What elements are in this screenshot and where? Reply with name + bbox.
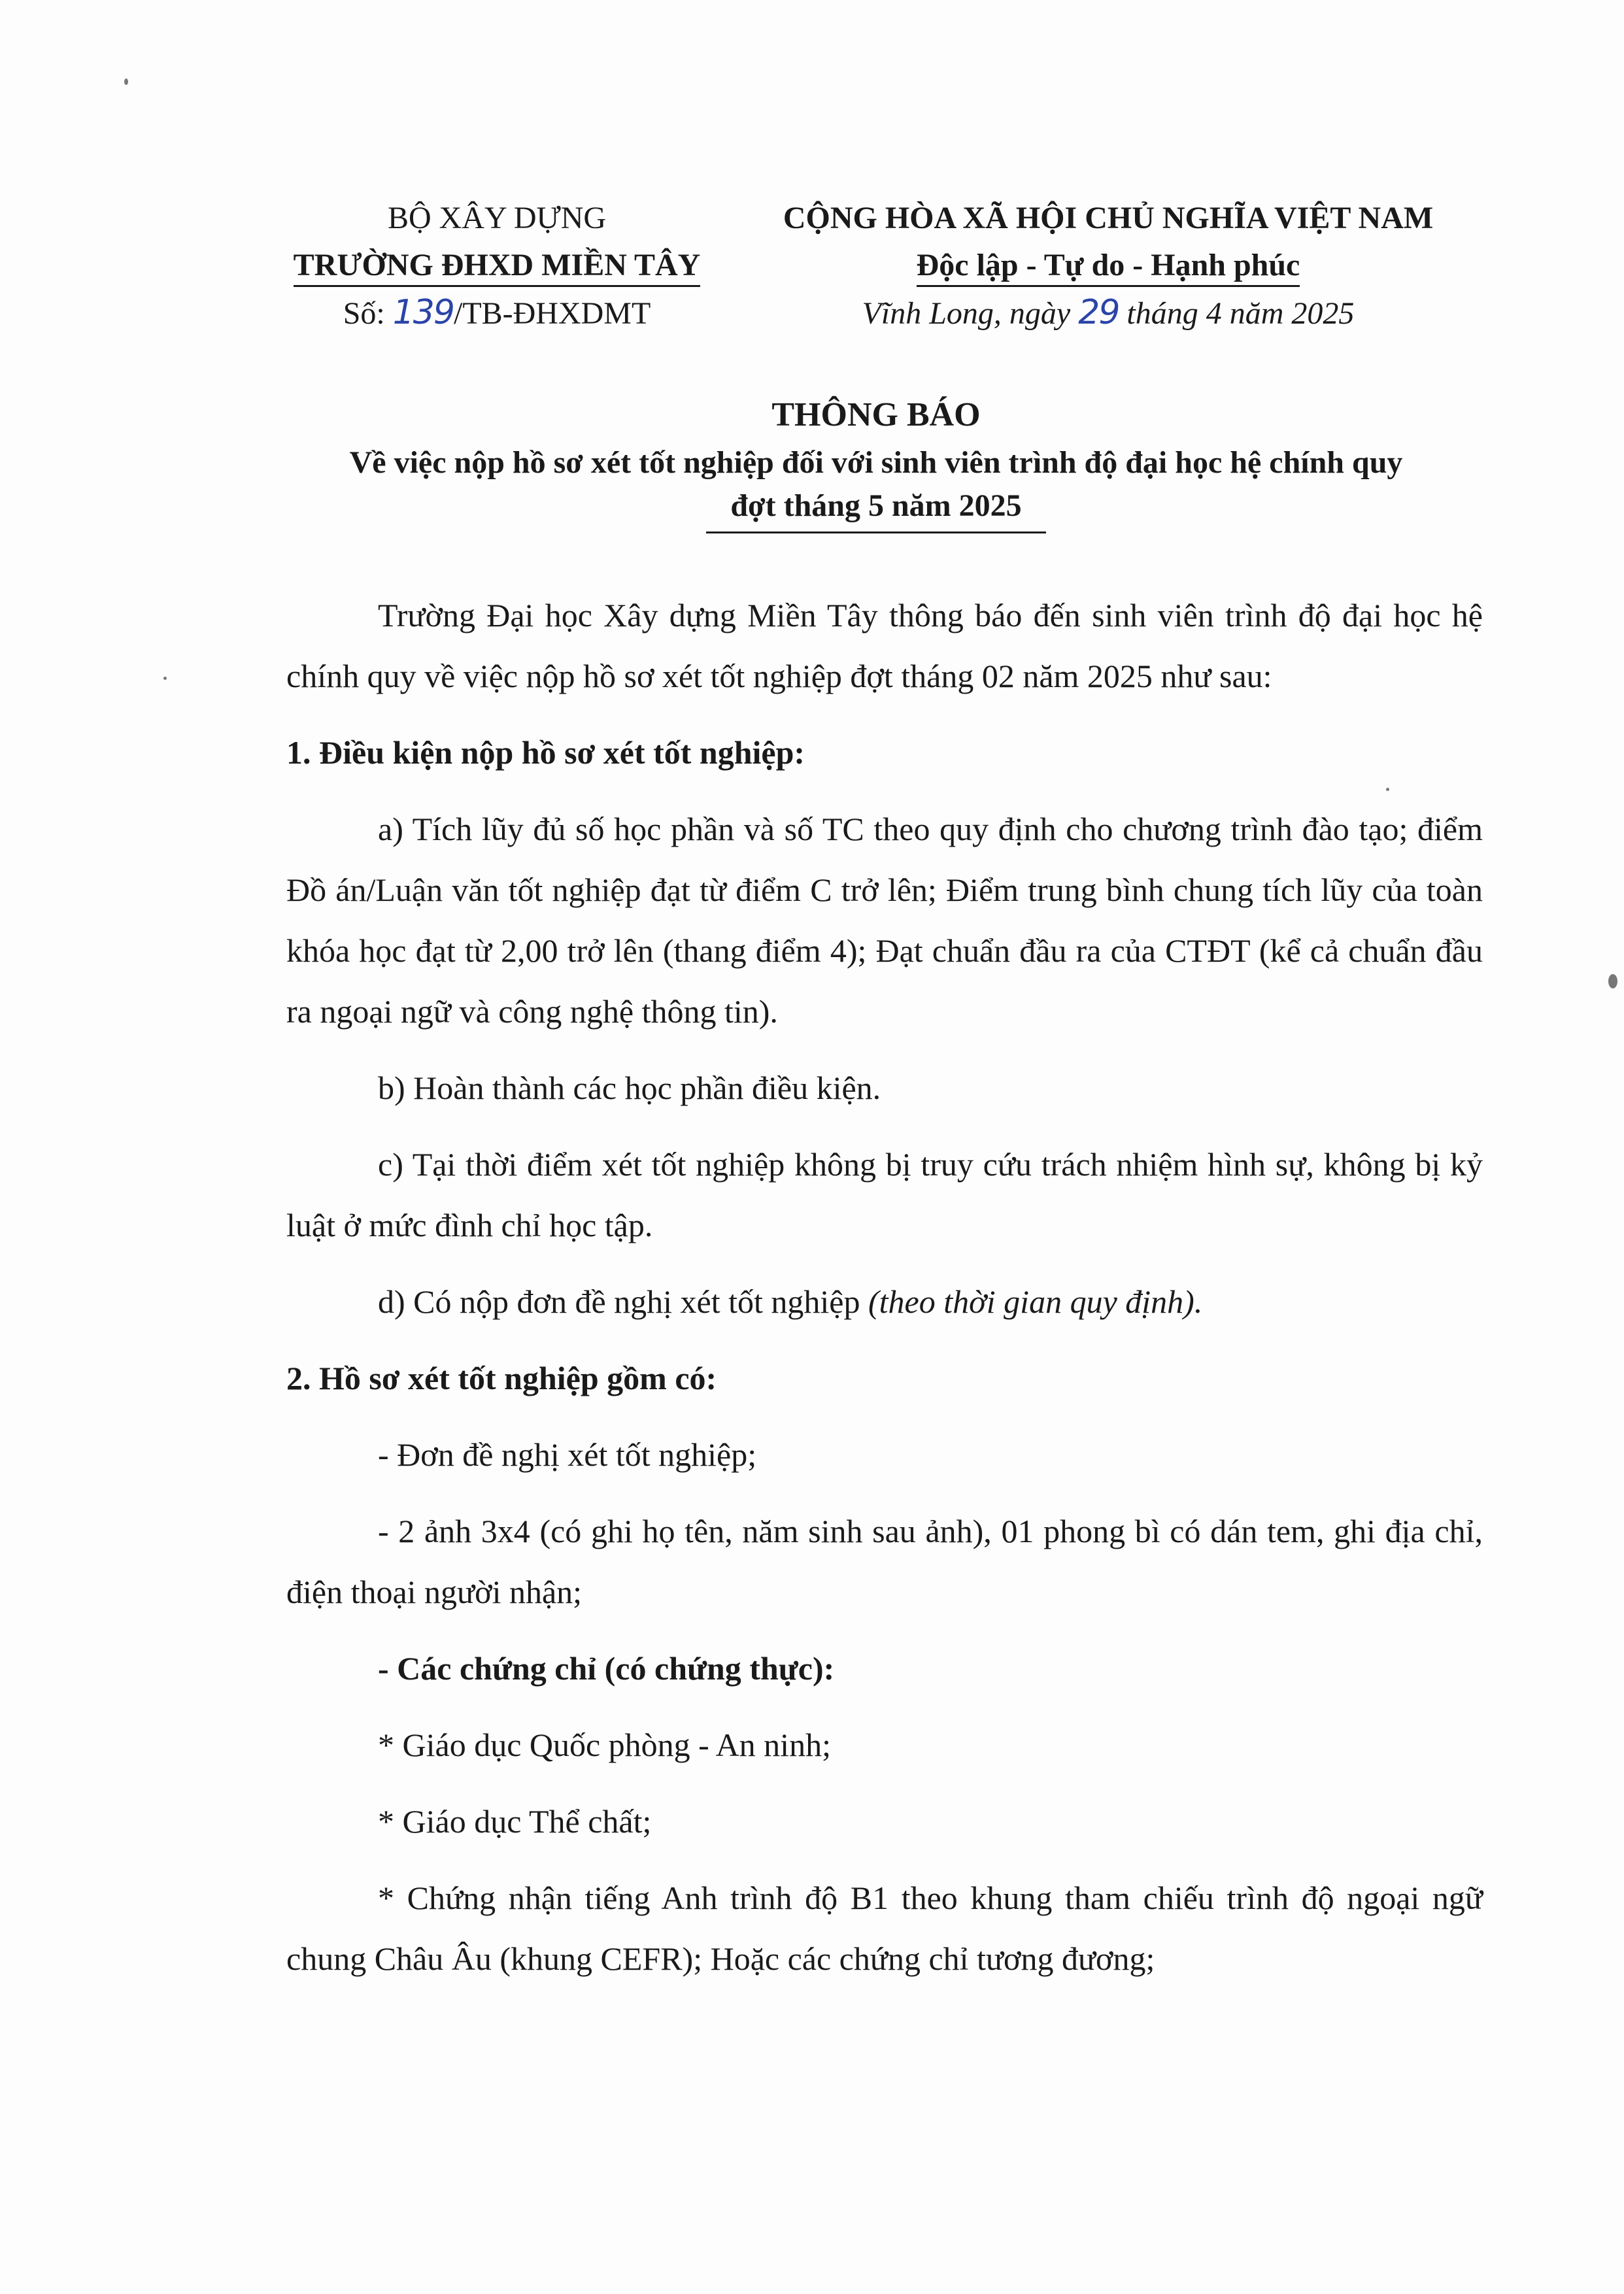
school-name-text: TRƯỜNG ĐHXD MIỀN TÂY: [294, 246, 701, 287]
country-name: CỘNG HÒA XÃ HỘI CHỦ NGHĨA VIỆT NAM: [783, 201, 1434, 235]
document-number-prefix: Số:: [343, 296, 393, 331]
intro-paragraph: Trường Đại học Xây dựng Miền Tây thông báo đến sinh viên trình độ đại học hệ chính quy về việc nộp hồ sơ xét tốt nghiệp đợt tháng 02 năm 2025 như sau:: [286, 597, 1483, 694]
certificates-heading: - Các chứng chỉ (có chứng thực):: [378, 1650, 835, 1687]
certificate-1: * Giáo dục Quốc phòng - An ninh;: [378, 1727, 831, 1763]
dossier-item-1: - Đơn đề nghị xét tốt nghiệp;: [378, 1436, 757, 1473]
certificate-2: * Giáo dục Thể chất;: [378, 1803, 652, 1840]
date-prefix: Vĩnh Long, ngày: [862, 296, 1079, 331]
document-number-suffix: /TB-ĐHXDMT: [453, 296, 651, 331]
document-subject-line-1: Về việc nộp hồ sơ xét tốt nghiệp đối với sinh viên trình độ đại học hệ chính quy: [349, 445, 1403, 480]
national-motto: [745, 242, 1471, 289]
section-2-heading: 2. Hồ sơ xét tốt nghiệp gồm có:: [286, 1360, 717, 1396]
document-body: [286, 585, 1483, 2005]
scan-speck: [1608, 974, 1617, 988]
condition-b: b) Hoàn thành các học phần điều kiện.: [378, 1070, 881, 1106]
header-left: [262, 195, 732, 337]
national-motto-text: Độc lập - Tự do - Hạnh phúc: [917, 246, 1300, 287]
document-title: THÔNG BÁO: [771, 396, 981, 433]
condition-d: [286, 1272, 1483, 1332]
document-number-handwritten: 139: [392, 293, 454, 332]
condition-d-text: d) Có nộp đơn đề nghị xét tốt nghiệp: [378, 1283, 868, 1320]
document-subject-line-2: đợt tháng 5 năm 2025: [730, 488, 1022, 523]
certificate-3: * Chứng nhận tiếng Anh trình độ B1 theo khung tham chiếu trình độ ngoại ngữ chung Châu Âu (khung CEFR); Hoặc các chứng chỉ tương đương;: [286, 1880, 1483, 1977]
condition-c: c) Tại thời điểm xét tốt nghiệp không bị truy cứu trách nhiệm hình sự, không bị kỷ luật ở mức đình chỉ học tập.: [286, 1146, 1483, 1243]
document-title-block: [262, 389, 1491, 533]
date-suffix: tháng 4 năm 2025: [1119, 296, 1355, 331]
document-number: [262, 289, 732, 337]
date-day-handwritten: 29: [1078, 293, 1119, 332]
dossier-item-2: - 2 ảnh 3x4 (có ghi họ tên, năm sinh sau ảnh), 01 phong bì có dán tem, ghi địa chỉ, điện thoại người nhận;: [286, 1513, 1483, 1610]
condition-a: a) Tích lũy đủ số học phần và số TC theo quy định cho chương trình đào tạo; điểm Đồ án/Luận văn tốt nghiệp đạt từ điểm C trở lên; Điểm trung bình chung tích lũy của toàn khóa học đạt từ 2,00 trở lên (thang điểm 4); Đạt chuẩn đầu ra của CTĐT (kể cả chuẩn đầu ra ngoại ngữ và công nghệ thông tin).: [286, 811, 1483, 1030]
header-right: [745, 195, 1471, 337]
document-date: [745, 289, 1471, 337]
section-1-heading: 1. Điều kiện nộp hồ sơ xét tốt nghiệp:: [286, 734, 805, 771]
scan-speck: [124, 78, 128, 85]
title-underline: [706, 531, 1046, 533]
scan-speck: [1386, 788, 1389, 791]
ministry-name: BỘ XÂY DỰNG: [387, 201, 607, 235]
condition-d-note: (theo thời gian quy định).: [868, 1283, 1203, 1320]
scan-speck: [163, 677, 167, 680]
school-name: [262, 242, 732, 289]
